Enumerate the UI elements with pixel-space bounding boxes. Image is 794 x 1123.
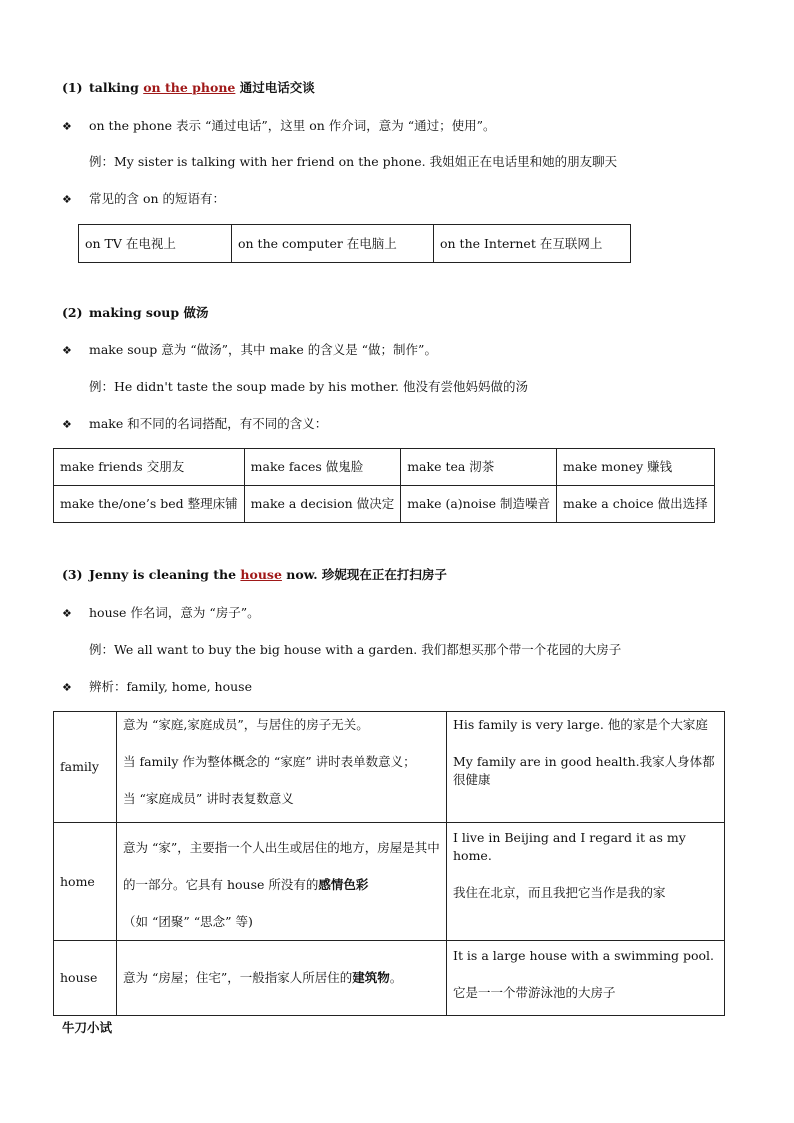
section3-bullet2-text: 辨析：family, home, house [89,679,252,694]
row-examples-home [447,823,725,941]
section1-bullet2-text: 常见的含 on 的短语有： [89,191,226,206]
row-word-home: home [54,823,117,941]
row-meaning-family [117,712,447,823]
section2-bullet1-text: make soup 意为 “做汤”，其中 make 的含义是 “做；制作”。 [89,342,437,357]
diamond-bullet-icon: ❖ [62,344,72,357]
diamond-bullet-icon: ❖ [62,607,72,620]
section1-number: (1) [62,80,83,95]
example-line: It is a large house with a swimming pool. [453,948,714,963]
example-line: I live in Beijing and I regard it as my home. [453,830,686,863]
meaning-text: 。 [389,970,403,985]
row-meaning-house [117,941,447,1016]
example-line: His family is very large. 他的家是个大家庭 [453,717,708,732]
section1-title-post: 通过电话交谈 [235,80,315,95]
meaning-line: 意为 “家庭,家庭成员”，与居住的房子无关。 [123,717,369,732]
meaning-text: 意为 “家”，主要指一个人出生或居住的地方，房屋是其中的一部分。它具有 house 所没有的 [123,840,440,892]
table-cell: make money 赚钱 [557,449,715,486]
meaning-line: 当 “家庭成员” 讲时表复数意义 [123,791,294,806]
make-phrases-table [53,448,715,523]
row-examples-family [447,712,725,823]
table-row [54,712,725,823]
family-home-house-table [53,711,725,1016]
example-line: My family are in good health.我家人身体都很健康 [453,754,715,787]
section3-title [62,567,447,583]
section3-title-pre: Jenny is cleaning the [89,567,241,582]
table-row [54,486,715,523]
section3-bullet1-text: house 作名词，意为 “房子”。 [89,605,260,620]
diamond-bullet-icon: ❖ [62,193,72,206]
meaning-text: 意为 “房屋；住宅”，一般指家人所居住的 [123,970,353,985]
table-cell: make a choice 做出选择 [557,486,715,523]
section3-bullet2 [62,679,252,696]
row-meaning-home [117,823,447,941]
section1-title-pre: talking [89,80,144,95]
table-row [54,941,725,1016]
table-cell: make (a)noise 制造噪音 [401,486,557,523]
section1-bullet1 [62,118,496,135]
meaning-bold: 感情色彩 [318,877,369,892]
table-cell: make tea 沏茶 [401,449,557,486]
row-word-house: house [54,941,117,1016]
section3-example: 例：We all want to buy the big house with a garden. 我们都想买那个带一个花园的大房子 [89,642,622,657]
diamond-bullet-icon: ❖ [62,418,72,431]
section2-example: 例：He didn't taste the soup made by his mother. 他没有尝他妈妈做的汤 [89,379,529,394]
section2-title [62,305,208,321]
section2-bullet1 [62,342,437,359]
section2-bullet2 [62,416,327,433]
diamond-bullet-icon: ❖ [62,681,72,694]
section1-title [62,80,315,96]
example-line: 它是一一个带游泳池的大房子 [453,985,616,1000]
table-cell: make a decision 做决定 [244,486,401,523]
table-row [54,449,715,486]
section1-example: 例：My sister is talking with her friend on the phone. 我姐姐正在电话里和她的朋友聊天 [89,154,618,169]
section3-bullet1 [62,605,260,622]
table-cell: on the computer 在电脑上 [232,225,434,263]
table-cell: make the/one’s bed 整理床铺 [54,486,245,523]
example-line: 我住在北京，而且我把它当作是我的家 [453,885,666,900]
section1-bullet1-text: on the phone 表示 “通过电话”，这里 on 作介词，意为 “通过；使用”。 [89,118,496,133]
table-cell: on TV 在电视上 [79,225,232,263]
row-examples-house [447,941,725,1016]
on-phrases-table [78,224,631,263]
section3-title-post: now. 珍妮现在正在打扫房子 [281,567,447,582]
section1-bullet2 [62,191,225,208]
diamond-bullet-icon: ❖ [62,120,72,133]
meaning-bold: 建筑物 [352,970,390,985]
section2-number: (2) [62,305,83,320]
section3-title-highlight: house [240,567,282,582]
meaning-text: （如 “团聚” “思念” 等) [123,914,253,929]
section3-number: (3) [62,567,83,582]
section1-title-highlight: on the phone [143,80,236,95]
table-cell: on the Internet 在互联网上 [434,225,631,263]
section2-title-text: making soup 做汤 [89,305,209,320]
practice-heading: 牛刀小试 [62,1020,113,1035]
table-cell: make faces 做鬼脸 [244,449,401,486]
table-cell: make friends 交朋友 [54,449,245,486]
row-word-family: family [54,712,117,823]
meaning-line: 当 family 作为整体概念的 “家庭” 讲时表单数意义； [123,754,416,769]
section2-bullet2-text: make 和不同的名词搭配，有不同的含义： [89,416,328,431]
table-row [54,823,725,941]
table-row [79,225,631,263]
